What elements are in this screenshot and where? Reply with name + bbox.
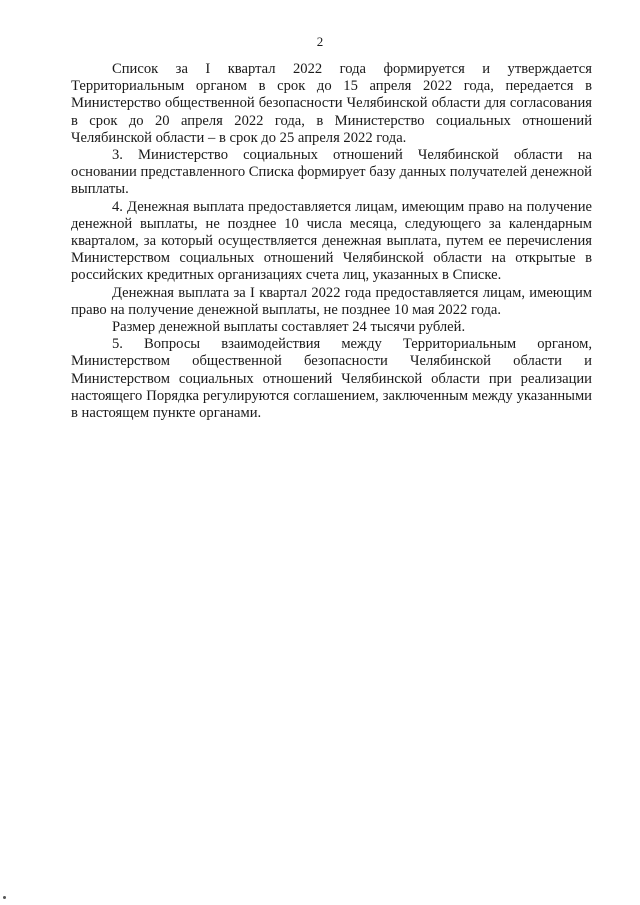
document-body [71,61,592,422]
scan-edge-mark [3,896,6,899]
paragraph-first-quarter-payment: Денежная выплата за I квартал 2022 года предоставляется лицам, имеющим право на получение денежной выплаты, не позднее 10 мая 2022 года. [71,284,592,318]
paragraph-payment-amount: Размер денежной выплаты составляет 24 тысячи рублей. [112,319,466,336]
paragraph-item-4: 4. Денежная выплата предоставляется лицам, имеющим право на получение денежной выплаты, не позднее 10 числа месяца, следующего за календарным кварталом, за который осуществляется денежная выплата, путем ее перечисления Министерством социальных отношений Челябинской области на открытые в российских кредитных организациях счета лиц, указанных в Списке. [71,198,592,284]
page-number: 2 [316,34,324,49]
paragraph-item-5: 5. Вопросы взаимодействия между Территориальным органом, Министерством общественной безопасности Челябинской области и Министерством социальных отношений Челябинской области при реализации настоящего Порядка регулируются соглашением, заключенным между указанными в настоящем пункте органами. [71,336,592,422]
paragraph-list-approval: Список за I квартал 2022 года формируется и утверждается Территориальным органом в срок до 15 апреля 2022 года, передается в Министерство общественной безопасности Челябинской области для согласования в срок до 20 апреля 2022 года, в Министерство социальных отношений Челябинской области – в срок до 25 апреля 2022 года. [71,61,592,146]
paragraph-item-3: 3. Министерство социальных отношений Челябинской области на основании представленного Списка формирует базу данных получателей денежной выплаты. [71,147,592,198]
